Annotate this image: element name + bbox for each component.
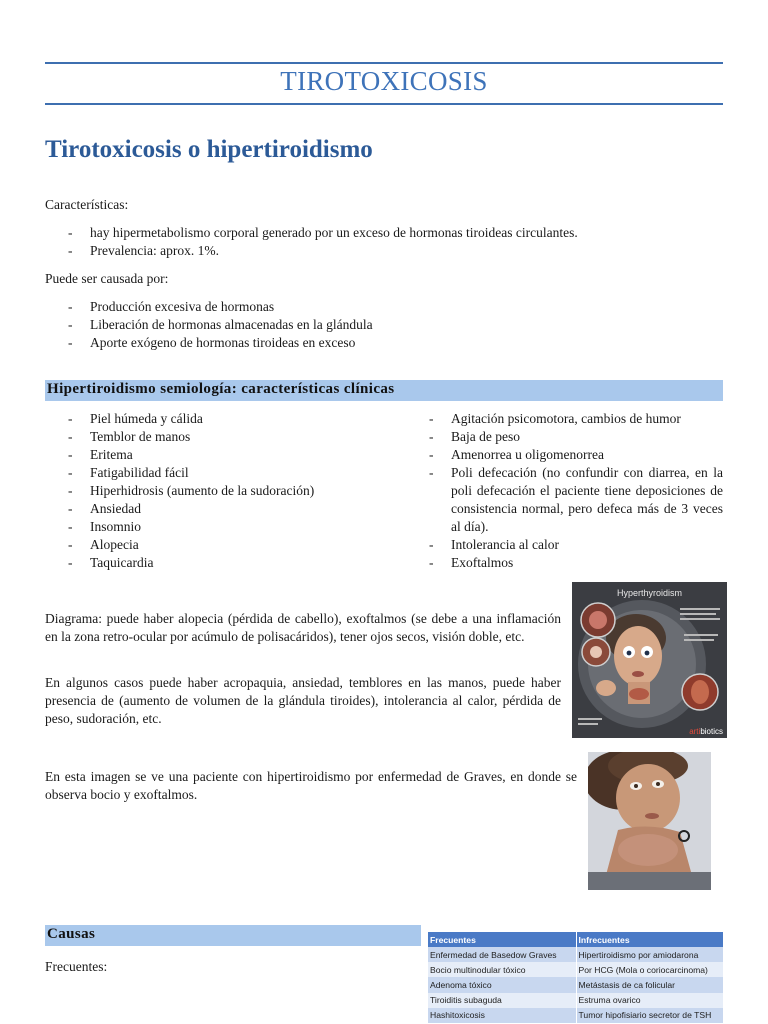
semiologia-heading: Hipertiroidismo semiología: características clínicas [45, 380, 723, 401]
list-item: - Ansiedad [68, 501, 141, 516]
table-row [428, 947, 724, 962]
table-cell: Hashitoxicosis [428, 1008, 576, 1023]
causes-table [428, 932, 724, 1023]
semiologia-left-list [45, 410, 385, 572]
list-item: - Amenorrea u oligomenorrea [429, 447, 604, 462]
title-bottom-rule [45, 103, 723, 105]
table-header-cell: Frecuentes [428, 932, 576, 947]
list-item: - Temblor de manos [68, 429, 191, 444]
title-top-rule [45, 62, 723, 64]
list-item: - Taquicardia [68, 555, 154, 570]
graves-patient-photo [588, 752, 711, 890]
document-title: TIROTOXICOSIS [280, 66, 488, 96]
table-cell: Enfermedad de Basedow Graves [428, 947, 576, 962]
table-cell: Hipertiroidismo por amiodarona [576, 947, 724, 962]
list-item: - Agitación psicomotora, cambios de humor [429, 411, 681, 426]
list-item: - Piel húmeda y cálida [68, 411, 203, 426]
list-item: - Aporte exógeno de hormonas tiroideas en exceso [68, 335, 356, 350]
diagram-paragraph: Diagrama: puede haber alopecia (pérdida de cabello), exoftalmos (se debe a una inflamación en la zona retro-ocular por acúmulo de polisacáridos), tener ojos secos, visión doble, etc. [45, 611, 561, 644]
list-item: - Fatigabilidad fácil [68, 465, 189, 480]
list-item: - Producción excesiva de hormonas [68, 299, 275, 314]
list-item: - Poli defecación (no confundir con diarrea, en la poli defecación el paciente tiene deposiciones de consistencia normal, pero defeca más de 3 veces al día). [429, 465, 723, 534]
intro-label: Características: [45, 197, 129, 212]
diagram-brand: artibiotics [689, 727, 723, 736]
table-row [428, 993, 724, 1008]
causada-list [45, 298, 723, 352]
list-item: - Intolerancia al calor [429, 537, 559, 552]
graves-paragraph: En esta imagen se ve una paciente con hipertiroidismo por enfermedad de Graves, en donde se observa bocio y exoftalmos. [45, 769, 577, 802]
list-item: - Liberación de hormonas almacenadas en la glándula [68, 317, 373, 332]
causada-label: Puede ser causada por: [45, 271, 169, 286]
list-item: - Hiperhidrosis (aumento de la sudoración) [68, 483, 315, 498]
list-item: - Baja de peso [429, 429, 520, 444]
patient-illustration [588, 752, 711, 890]
table-cell: Por HCG (Mola o coriocarcinoma) [576, 962, 724, 977]
table-cell: Tumor hipofisiario secretor de TSH [576, 1008, 724, 1023]
table-cell: Tiroiditis subaguda [428, 993, 576, 1008]
table-header-row [428, 932, 724, 947]
table-cell: Adenoma tóxico [428, 977, 576, 992]
table-row [428, 977, 724, 992]
causas-heading: Causas [45, 925, 421, 946]
table-row [428, 962, 724, 977]
list-item: - hay hipermetabolismo corporal generado por un exceso de hormonas tiroideas circulantes. [68, 225, 578, 240]
section-heading: Tirotoxicosis o hipertiroidismo [45, 136, 373, 163]
cases-paragraph: En algunos casos puede haber acropaquia, ansiedad, temblores en las manos, puede haber presencia de (aumento de volumen de la glándula tiroides), intolerancia al calor, pérdida de peso, sudoración, etc. [45, 675, 561, 726]
list-item: - Prevalencia: aprox. 1%. [68, 243, 219, 258]
frecuentes-label: Frecuentes: [45, 959, 108, 974]
list-item: - Eritema [68, 447, 133, 462]
intro-list [45, 224, 723, 260]
list-item: - Insomnio [68, 519, 142, 534]
hyperthyroidism-illustration [572, 582, 727, 738]
table-row [428, 1008, 724, 1023]
table-cell: Estruma ovarico [576, 993, 724, 1008]
diagram-title: Hyperthyroidism [616, 588, 683, 598]
list-item: - Alopecia [68, 537, 139, 552]
list-item: - Exoftalmos [429, 555, 514, 570]
semiologia-right-list [406, 410, 723, 572]
hyperthyroidism-diagram [572, 582, 727, 738]
table-cell: Metástasis de ca folicular [576, 977, 724, 992]
table-header-cell: Infrecuentes [576, 932, 724, 947]
table-cell: Bocio multinodular tóxico [428, 962, 576, 977]
